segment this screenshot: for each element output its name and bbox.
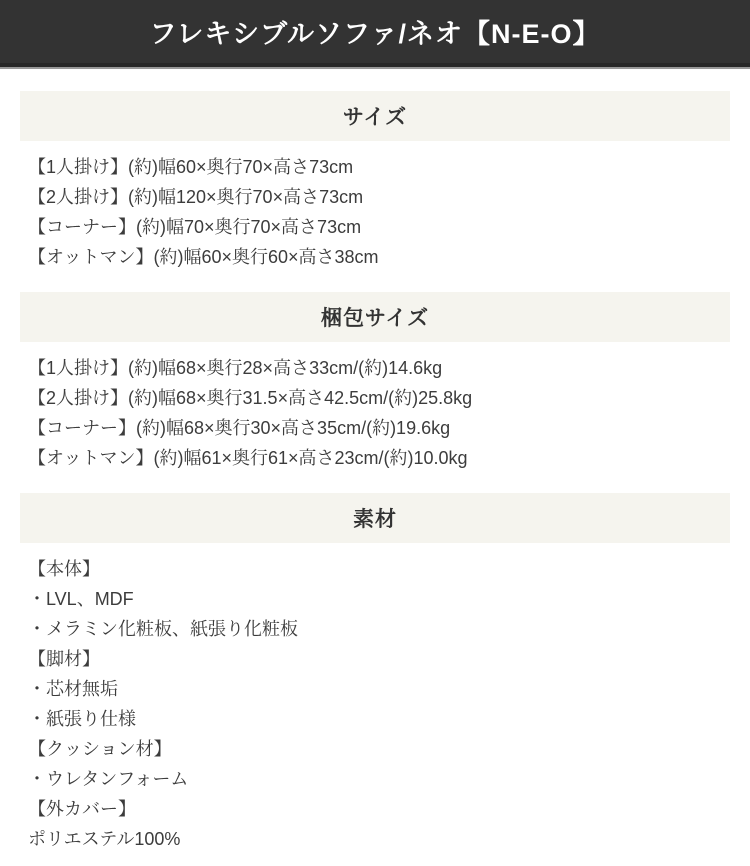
spec-line: 【2人掛け】(約)幅120×奥行70×高さ73cm: [28, 187, 364, 207]
spec-line: 【2人掛け】(約)幅68×奥行31.5×高さ42.5cm/(約)25.8kg: [28, 388, 473, 408]
page-title: フレキシブルソファ/ネオ【N-E-O】: [149, 19, 601, 49]
section-size: [0, 91, 750, 292]
spec-line: 【外カバー】: [28, 799, 136, 819]
section-body-material: [0, 543, 750, 866]
section-material: [0, 493, 750, 866]
spec-line: ・紙張り仕様: [28, 709, 136, 729]
spec-line: ポリエステル100%: [28, 829, 181, 849]
spec-line: 【コーナー】(約)幅68×奥行30×高さ35cm/(約)19.6kg: [28, 418, 451, 438]
spec-line: ・ウレタンフォーム: [28, 769, 189, 789]
section-heading-material: 素材: [20, 493, 730, 543]
spec-line: 【オットマン】(約)幅61×奥行61×高さ23cm/(約)10.0kg: [28, 448, 468, 468]
section-heading-size: サイズ: [20, 91, 730, 141]
spec-line: 【コーナー】(約)幅70×奥行70×高さ73cm: [28, 217, 362, 237]
section-heading-packing-size: 梱包サイズ: [20, 292, 730, 342]
section-body-size: [0, 141, 750, 292]
spec-line: 【本体】: [28, 559, 100, 579]
spec-line: 【1人掛け】(約)幅60×奥行70×高さ73cm: [28, 157, 354, 177]
page-header: [0, 0, 750, 67]
spec-line: 【1人掛け】(約)幅68×奥行28×高さ33cm/(約)14.6kg: [28, 358, 443, 378]
spec-line: 【脚材】: [28, 649, 100, 669]
spec-line: 【クッション材】: [28, 739, 172, 759]
spec-line: ・メラミン化粧板、紙張り化粧板: [28, 619, 298, 639]
spec-line: ・芯材無垢: [28, 679, 118, 699]
section-packing-size: [0, 292, 750, 493]
spec-line: ・LVL、MDF: [28, 589, 134, 609]
section-body-packing-size: [0, 342, 750, 493]
spec-line: 【オットマン】(約)幅60×奥行60×高さ38cm: [28, 247, 379, 267]
